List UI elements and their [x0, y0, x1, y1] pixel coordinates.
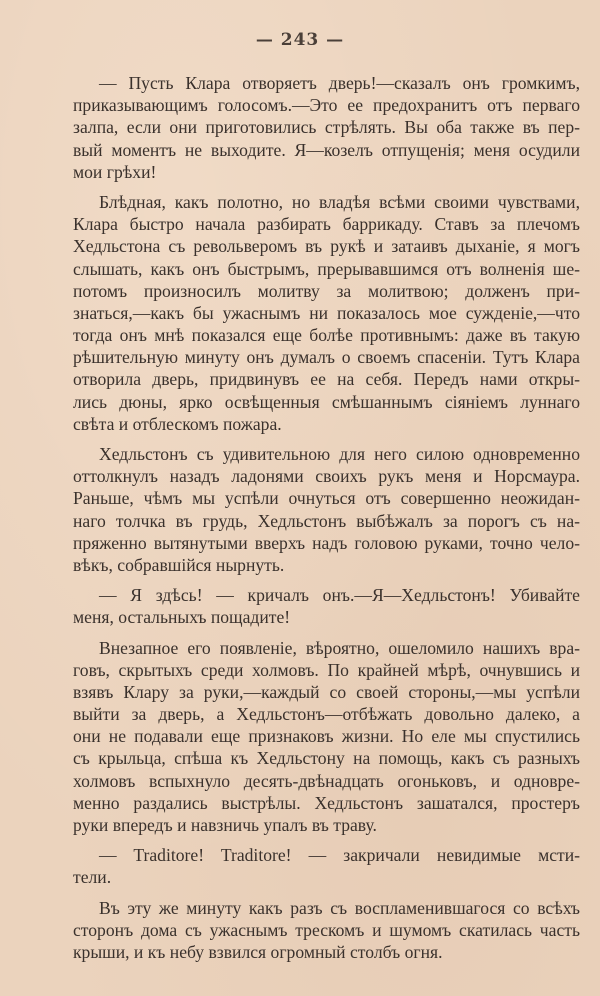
text-line: сторонъ дома съ ужаснымъ трескомъ и шумомъ скатилась часть	[73, 919, 580, 940]
text-line: выйти за дверь, а Хедльстонъ—отбѣжать довольно далеко, а	[73, 704, 580, 725]
paragraph	[73, 844, 580, 888]
text-line: Раньше, чѣмъ мы успѣли очнуться отъ совершенно неожидан-	[73, 488, 580, 509]
text-line: меня, остальныхъ пощадите!	[73, 607, 291, 628]
text-line: тели.	[73, 867, 112, 888]
text-line: Внезапное его появленіе, вѣроятно, ошеломило нашихъ вра-	[99, 637, 580, 658]
page-number: — 243 —	[255, 30, 345, 50]
text-line: тогда онъ мнѣ показался еще болѣе противнымъ: даже въ такую	[73, 325, 580, 346]
text-line: Хедльстонъ съ удивительною для него силою одновременно	[99, 444, 580, 464]
text-line: — Traditore! Traditore! — закричали невидимые мсти-	[99, 845, 580, 866]
text-line: мои грѣхи!	[73, 161, 157, 182]
text-line: менно раздались выстрѣлы. Хедльстонъ зашатался, простеръ	[73, 792, 580, 813]
text-line: взявъ Клару за руки,—каждый со своей стороны,—мы успѣли	[73, 681, 580, 702]
text-line: Хедльстона съ револьверомъ въ рукѣ и затаивъ дыханіе, я могъ	[73, 236, 580, 257]
text-line: руки впередъ и навзничь упалъ въ траву.	[73, 815, 377, 835]
text-line: слышать, какъ онъ быстрымъ, прерывавшимся отъ волненія ше-	[73, 258, 580, 279]
paragraph	[73, 584, 580, 628]
text-line: — Я здѣсь! — кричалъ онъ.—Я—Хедльстонъ! Убивайте	[99, 585, 580, 606]
text-line: наго толчка въ грудь, Хедльстонъ выбѣжалъ за порогъ съ на-	[73, 510, 580, 531]
text-line: знаться,—какъ бы ужаснымъ ни показалось мое сужденіе,—что	[73, 302, 580, 323]
text-line: Въ эту же минуту какъ разъ съ воспламенившагося со всѣхъ	[99, 897, 580, 918]
text-line: крыши, и къ небу взвился огромный столбъ огня.	[73, 941, 443, 962]
text-line: пряженно вытянутыми вверхъ надъ головою руками, точно чело-	[73, 532, 580, 553]
text-line: Клара быстро начала разбирать баррикаду. Ставъ за плечомъ	[73, 214, 580, 235]
paragraph	[73, 897, 580, 964]
paragraph	[73, 443, 580, 576]
text-line: — Пусть Клара отворяетъ дверь!—сказалъ онъ громкимъ,	[99, 73, 580, 93]
text-line: они не подавали еще признаковъ жизни. Но еле мы спустились	[73, 726, 580, 747]
text-line: вый моментъ не выходите. Я—козелъ отпущенія; меня осудили	[73, 139, 580, 160]
text-line: залпа, если они приготовились стрѣлять. Вы оба также въ пер-	[73, 117, 580, 138]
paragraph	[73, 72, 580, 183]
text-line: говъ, скрытыхъ среди холмовъ. По крайней мѣрѣ, очнувшись и	[73, 659, 580, 680]
text-line: лись дюны, ярко освѣщенныя смѣшаннымъ сіяніемъ луннаго	[73, 391, 580, 412]
paragraph	[73, 191, 580, 435]
text-line: Блѣдная, какъ полотно, но владѣя всѣми своими чувствами,	[99, 191, 580, 212]
text-line: приказывающимъ голосомъ.—Это ее предохранитъ отъ перваго	[73, 95, 580, 116]
text-line: свѣта и отблескомъ пожара.	[73, 413, 282, 434]
text-line: съ крыльца, спѣша къ Хедльстону на помощь, какъ съ разныхъ	[73, 748, 580, 769]
paragraph	[73, 637, 580, 837]
text-line: холмовъ вспыхнуло десять-двѣнадцать огоньковъ, и одновре-	[73, 770, 580, 791]
text-line: отворила дверь, придвинувъ ее на себя. Передъ нами откры-	[73, 369, 580, 390]
text-line: рѣшительную минуту онъ думалъ о своемъ спасеніи. Тутъ Клара	[73, 347, 580, 368]
text-line: потомъ произносилъ молитву за молитвою; долженъ при-	[73, 280, 580, 301]
page-body	[73, 72, 580, 971]
text-line: оттолкнулъ назадъ ладонями своихъ рукъ меня и Норсмаура.	[73, 466, 580, 487]
text-line: вѣкъ, собравшійся нырнуть.	[73, 554, 285, 575]
